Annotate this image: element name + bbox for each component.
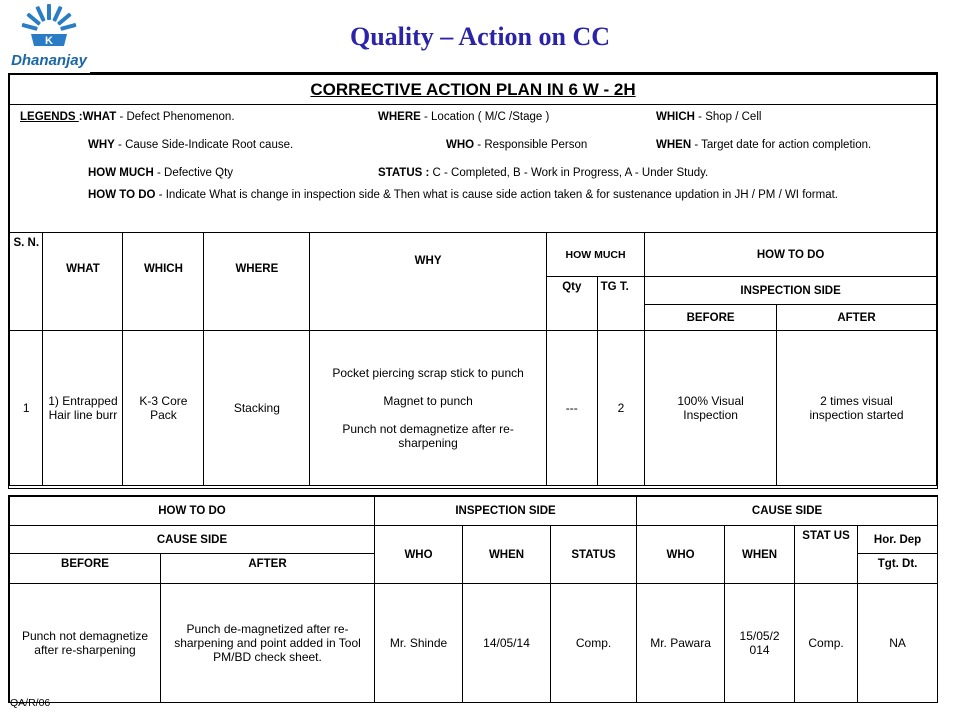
table-row — [10, 584, 938, 703]
cell-what: 1) Entrapped Hair line burr — [43, 331, 123, 486]
cell-before: 100% Visual Inspection — [645, 331, 777, 486]
sunburst-logo-icon — [6, 2, 92, 58]
legend-how-much-desc: - Defective Qty — [153, 167, 234, 179]
cell2-when-cause: 15/05/2 014 — [725, 584, 795, 703]
header-inspection-side: INSPECTION SIDE — [645, 277, 937, 305]
header-tgt: TG T. — [597, 277, 645, 331]
legend-what-key: :WHAT — [78, 111, 117, 123]
header2-how-to-do: HOW TO DO — [10, 497, 375, 526]
header2-cause-side: CAUSE SIDE — [10, 526, 375, 554]
cell-qty: --- — [546, 331, 597, 486]
plan-title: CORRECTIVE ACTION PLAN IN 6 W - 2H — [10, 75, 937, 105]
cell-which: K-3 Core Pack — [123, 331, 204, 486]
header2-hor-dep: Hor. Dep — [858, 526, 938, 554]
header-what: WHAT — [43, 233, 123, 331]
header2-when-cause: WHEN — [725, 526, 795, 584]
header2-tgt-dt: Tgt. Dt. — [858, 554, 938, 584]
legend-status-key: STATUS : — [378, 167, 430, 179]
cell-why — [310, 331, 547, 486]
logo-brand-text: Dhananjay — [11, 52, 87, 69]
legend-who-desc: - Responsible Person — [474, 139, 588, 151]
header-why: WHY — [310, 233, 547, 331]
cell2-before: Punch not demagnetize after re-sharpening — [10, 584, 161, 703]
svg-text:K: K — [45, 35, 53, 47]
cell2-when: 14/05/14 — [463, 584, 551, 703]
why-line-2: Magnet to punch — [383, 394, 473, 408]
legend-where-key: WHERE — [378, 111, 421, 123]
header2-status: STATUS — [551, 526, 637, 584]
action-follow-up-table — [8, 495, 938, 703]
why-line-3: Punch not demagnetize after re-sharpening — [342, 422, 514, 450]
header-how-to-do: HOW TO DO — [645, 233, 937, 277]
legend-which-desc: - Shop / Cell — [694, 111, 762, 123]
header-sn: S. N. — [10, 233, 43, 331]
header2-inspection-side: INSPECTION SIDE — [375, 497, 637, 526]
cell2-after: Punch de-magnetized after re-sharpening and point added in Tool PM/BD check sheet. — [161, 584, 375, 703]
cell2-who-cause: Mr. Pawara — [637, 584, 725, 703]
legend-how-to-do-desc: - Indicate What is change in inspection side & Then what is cause side action taken & for sustenance updation in JH / PM / WI format. — [155, 189, 838, 201]
header2-who: WHO — [375, 526, 463, 584]
header-before: BEFORE — [645, 305, 777, 331]
header-qty: Qty — [546, 277, 597, 331]
cell-where: Stacking — [204, 331, 310, 486]
header2-before: BEFORE — [10, 554, 161, 584]
cell2-hor-dep: NA — [858, 584, 938, 703]
why-line-1: Pocket piercing scrap stick to punch — [332, 366, 524, 380]
legend-how-much-key: HOW MUCH — [88, 167, 154, 179]
header-how-much: HOW MUCH — [546, 233, 644, 277]
legend-why-key: WHY — [88, 139, 115, 151]
header2-who-cause: WHO — [637, 526, 725, 584]
header2-status-cause: STAT US — [795, 526, 858, 584]
legend-why-desc: - Cause Side-Indicate Root cause. — [114, 139, 294, 151]
page-title: Quality – Action on CC — [350, 22, 611, 51]
cell2-status-cause: Comp. — [795, 584, 858, 703]
legend-what-desc: - Defect Phenomenon. — [116, 111, 235, 123]
legend-how-to-do-key: HOW TO DO — [88, 189, 156, 201]
header2-when: WHEN — [463, 526, 551, 584]
header-which: WHICH — [123, 233, 204, 331]
legend-when-key: WHEN — [656, 139, 692, 151]
legend-when-desc: - Target date for action completion. — [691, 139, 872, 151]
legend-prefix: LEGENDS — [20, 111, 79, 123]
legend-status-desc: C - Completed, B - Work in Progress, A - Under Study. — [429, 167, 709, 179]
form-code: QA/R/06 — [10, 697, 51, 709]
cell2-status: Comp. — [551, 584, 637, 703]
legend-which-key: WHICH — [656, 111, 695, 123]
header2-after: AFTER — [161, 554, 375, 584]
corrective-action-plan-table — [8, 73, 938, 489]
cell2-who: Mr. Shinde — [375, 584, 463, 703]
cell-sn: 1 — [10, 331, 43, 486]
legends-block — [10, 105, 937, 233]
legend-where-desc: - Location ( M/C /Stage ) — [420, 111, 550, 123]
header2-cause-side-top: CAUSE SIDE — [637, 497, 938, 526]
header-where: WHERE — [204, 233, 310, 331]
cell-after: 2 times visual inspection started — [776, 331, 936, 486]
header-after: AFTER — [776, 305, 936, 331]
legend-who-key: WHO — [446, 139, 475, 151]
table-row — [10, 331, 937, 486]
cell-tgt: 2 — [597, 331, 645, 486]
